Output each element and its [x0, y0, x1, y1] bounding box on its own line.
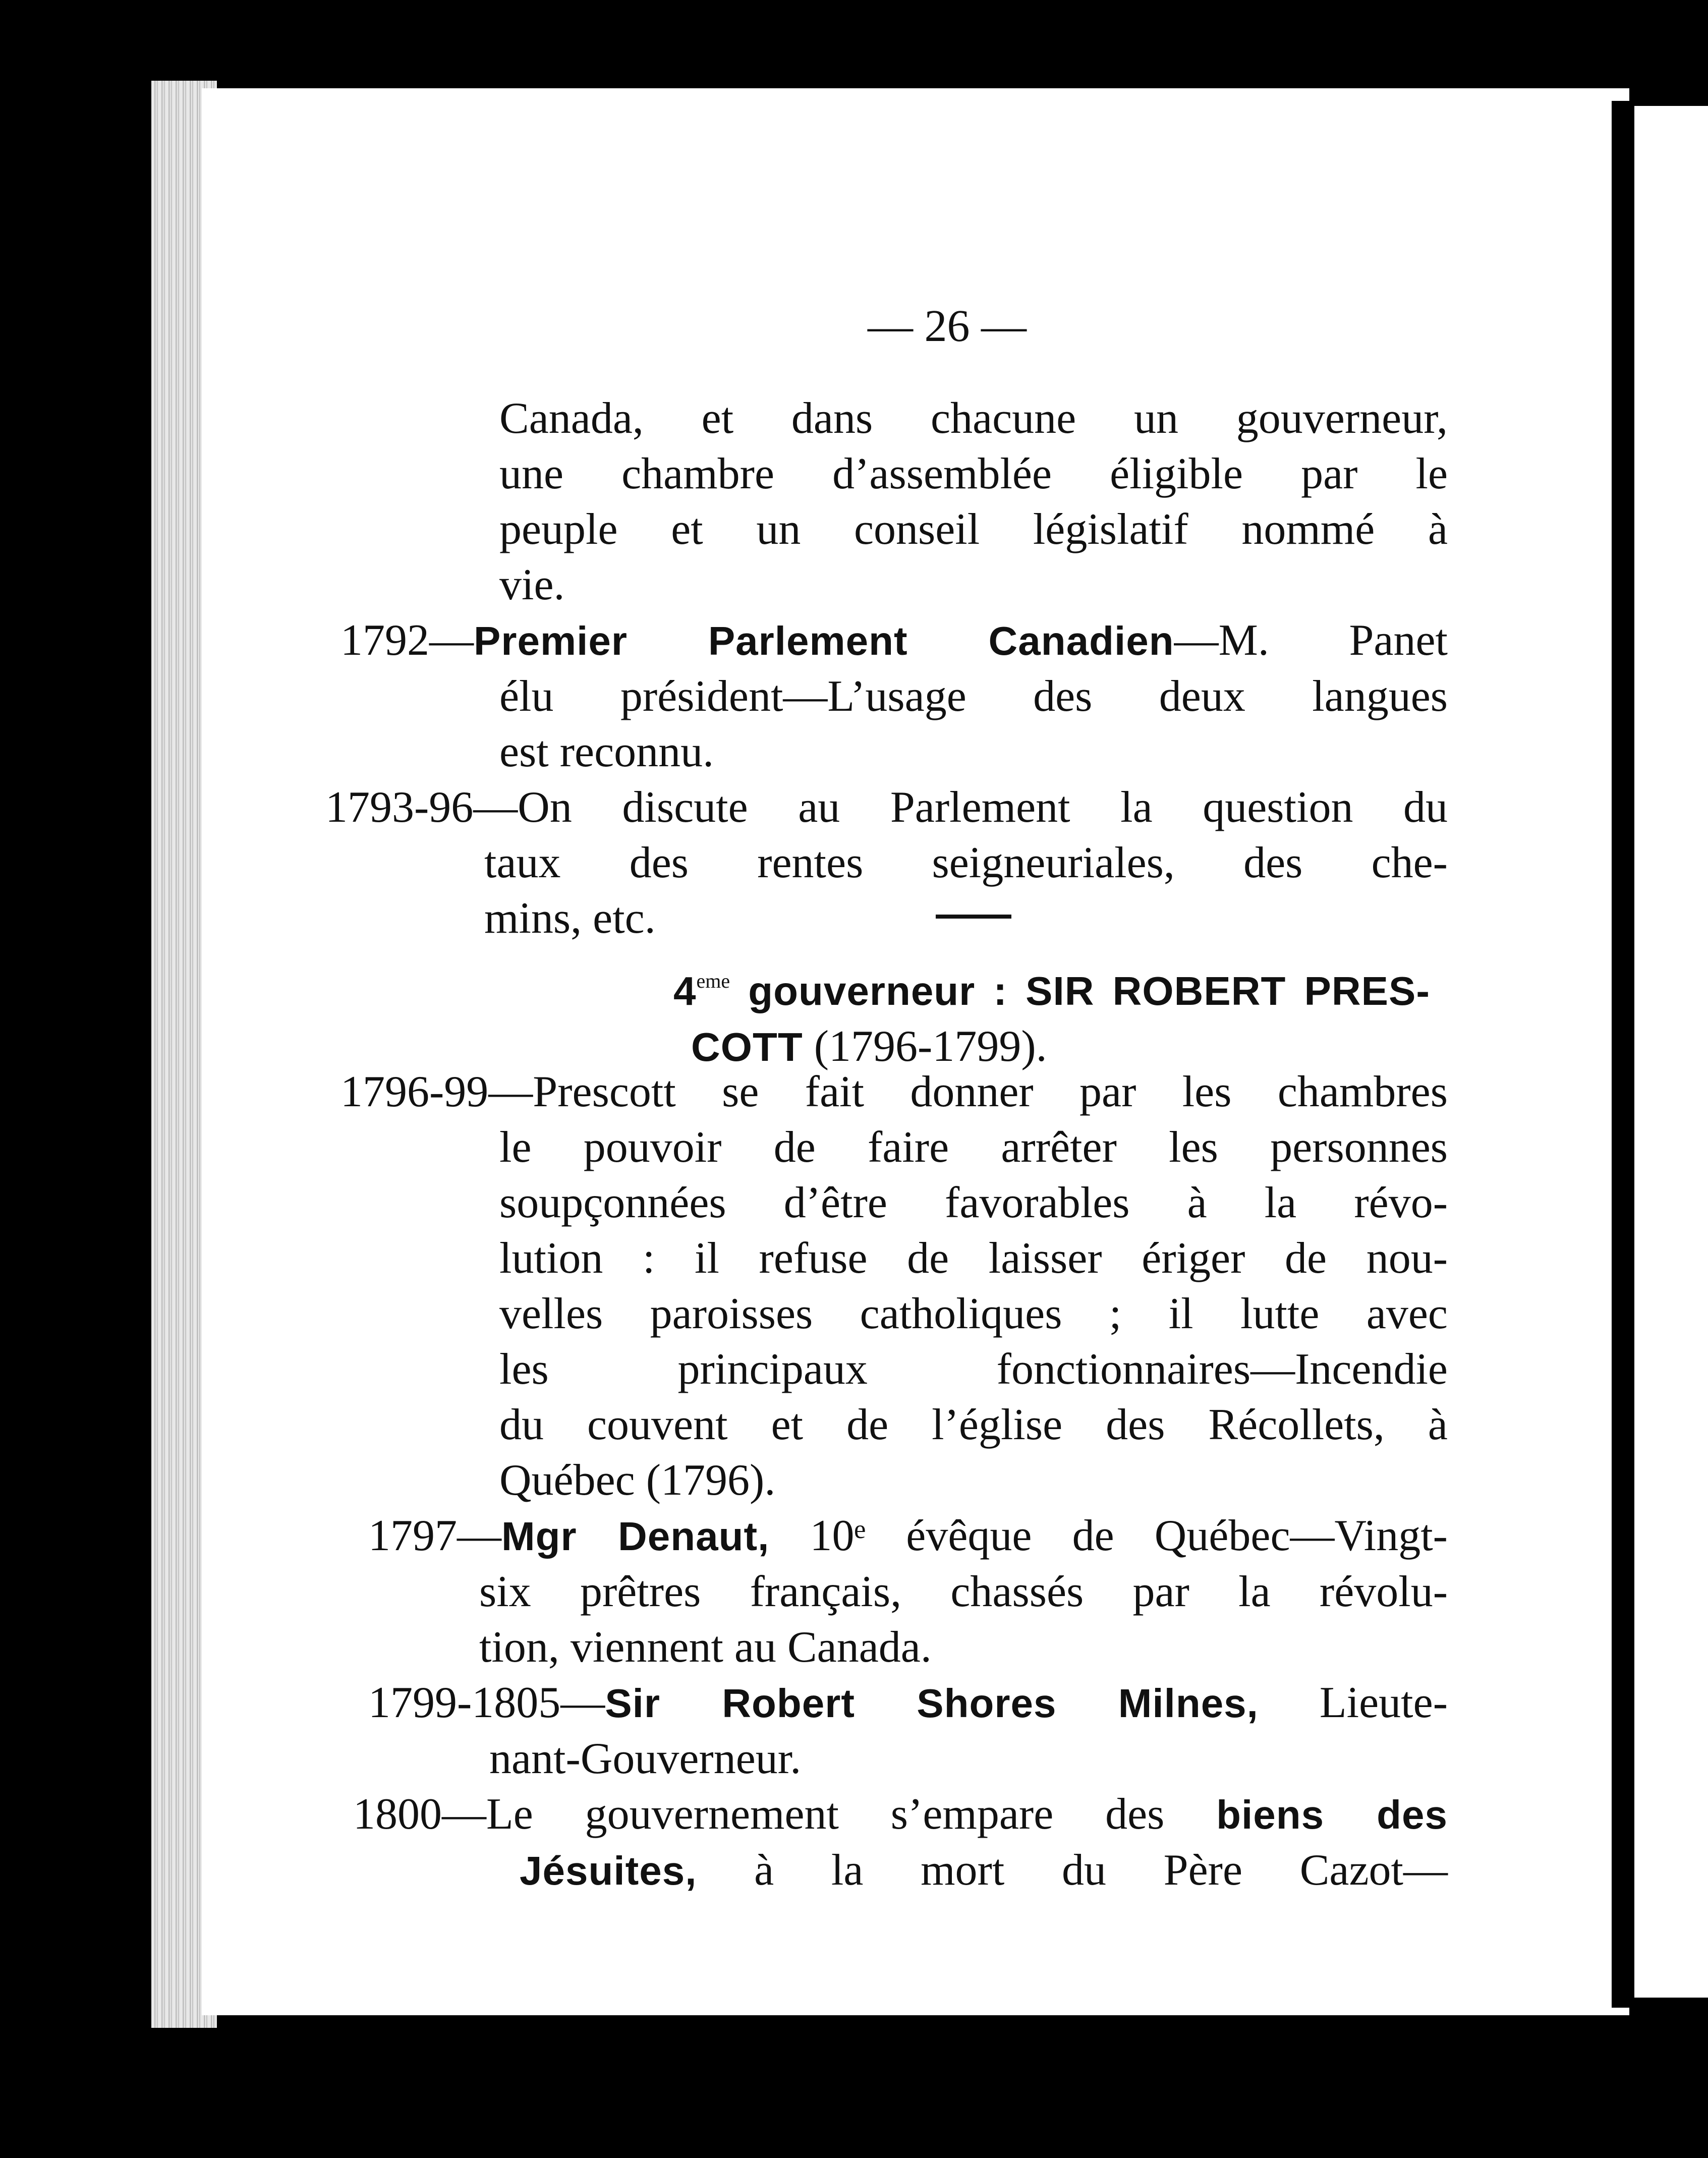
heading-line	[673, 953, 1430, 1019]
entry-first-line	[340, 613, 1448, 669]
entry-text: Lieute-	[1258, 1678, 1448, 1727]
entry-1793	[325, 780, 1448, 946]
entry-text: 10ᵉ évêque de Québec—Vingt-	[769, 1511, 1448, 1560]
governor-heading	[673, 953, 1430, 1075]
section-divider	[936, 915, 1011, 919]
entry-first-line	[368, 1675, 1448, 1731]
text-line: une chambre d’assemblée éligible par le	[499, 449, 1448, 498]
text-line: élu président—L’usage des deux langues	[499, 672, 1448, 721]
text-line: lution : il refuse de laisser ériger de nou-	[499, 1234, 1448, 1283]
text-line: est reconnu.	[499, 727, 714, 776]
next-page-edge	[1634, 106, 1708, 1998]
ordinal-suffix: eme	[696, 970, 730, 992]
entry-first-line	[368, 1508, 1448, 1564]
governor-dates: (1796-1799).	[803, 1022, 1047, 1071]
text-line: peuple et un conseil législatif nommé à	[499, 505, 1448, 554]
text-line: six prêtres français, chassés par la révolu-	[479, 1567, 1448, 1616]
entry-1797	[368, 1508, 1448, 1675]
entry-bold-title: biens des	[1216, 1792, 1448, 1837]
text-line: les principaux fonctionnaires—Incendie	[499, 1345, 1448, 1394]
entry-1796	[340, 1064, 1448, 1508]
entry-first-line: 1793-96—On discute au Parlement la question du	[325, 783, 1448, 832]
entry-bold-title: Sir Robert Shores Milnes,	[605, 1681, 1259, 1726]
entry-first-line	[353, 1787, 1448, 1843]
entry-bold-title: Mgr Denaut,	[501, 1514, 770, 1559]
entry-bold-title: Premier Parlement Canadien	[474, 618, 1174, 663]
text-line: vie.	[499, 560, 565, 609]
entry-text: —M. Panet	[1174, 616, 1448, 665]
text-line: du couvent et de l’église des Récollets, à	[499, 1400, 1448, 1449]
text-line: mins, etc.	[484, 894, 656, 943]
entry-bold-title: Jésuites,	[520, 1848, 697, 1893]
page-body-lower	[340, 1064, 1448, 1899]
page-number: — 26 —	[868, 301, 1027, 351]
entry-first-line: 1796-99—Prescott se fait donner par les chambres	[340, 1067, 1448, 1116]
text-line: velles paroisses catholiques ; il lutte avec	[499, 1289, 1448, 1338]
binding-shadow	[1612, 101, 1634, 2008]
text-line: taux des rentes seigneuriales, des che-	[484, 838, 1448, 887]
text-line: Québec (1796).	[499, 1456, 776, 1505]
governor-label: gouverneur :	[730, 969, 1026, 1013]
governor-name: SIR ROBERT PRES-	[1026, 969, 1431, 1013]
text-line: soupçonnées d’être favorables à la révo-	[499, 1178, 1448, 1227]
entry-1792	[340, 613, 1448, 780]
text-line	[520, 1843, 1448, 1899]
entry-text: à la mort du Père Cazot—	[697, 1846, 1448, 1895]
governor-ordinal: 4	[673, 969, 697, 1013]
text-line: Canada, et dans chacune un gouverneur,	[499, 394, 1448, 443]
page-body	[325, 391, 1448, 946]
entry-year: 1797—	[368, 1511, 501, 1560]
entry-year: 1792—	[340, 616, 474, 665]
entry-1799	[368, 1675, 1448, 1787]
entry-year: 1799-1805—	[368, 1678, 605, 1727]
governor-name-cont: COTT	[691, 1025, 803, 1069]
text-line: tion, viennent au Canada.	[479, 1623, 932, 1672]
text-line: le pouvoir de faire arrêter les personnes	[499, 1123, 1448, 1172]
text-line: nant-Gouverneur.	[489, 1734, 802, 1783]
entry-text: 1800—Le gouvernement s’empare des	[353, 1790, 1217, 1839]
entry-1800	[353, 1787, 1448, 1899]
continuation-block	[499, 391, 1448, 613]
